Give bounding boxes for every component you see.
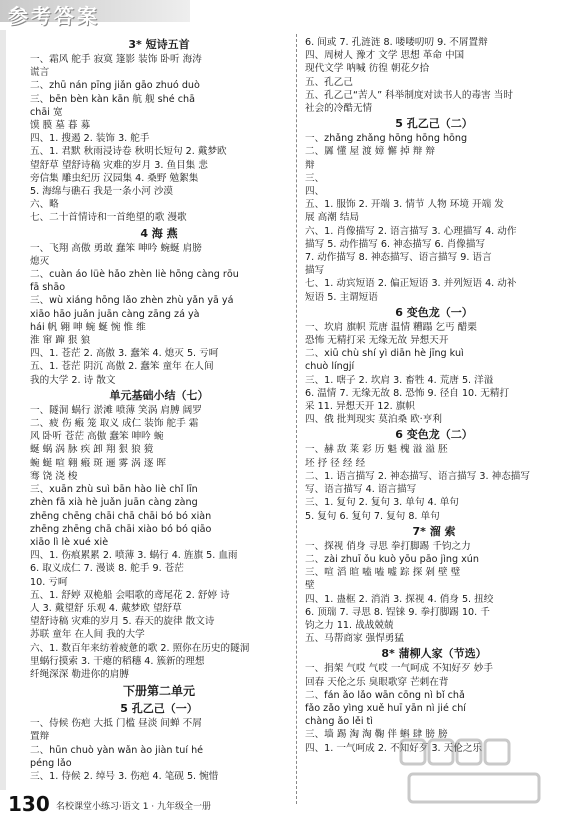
answer-line: 望舒诗稿 灾难的岁月 5. 春天的旋律 散文诗 [30, 616, 215, 628]
answer-line: 三、1. 侍候 2. 绰号 3. 伤疤 4. 笔砚 5. 惋惜 [30, 770, 219, 782]
answer-line: 望舒草 望舒诗稿 灾难的岁月 3. 鱼目集 悲 [30, 159, 208, 171]
answer-line: chāi 宽 [30, 106, 63, 118]
answer-line: 一、探视 俏身 寻思 拳打脚踢 千钧之力 [305, 540, 471, 552]
answer-line: 二、疲 伤 瘢 笼 取义 成仁 装饰 舵手 霜 [30, 418, 199, 430]
answer-line: 一、隧洞 蜗行 淤滩 喷薄 笑涡 肩膊 阔罗 [30, 404, 202, 416]
answer-line: 熄灭 [30, 255, 50, 267]
answer-line: 描写 [305, 265, 325, 277]
answer-line: fā shāo [30, 282, 66, 294]
answer-line: 苏联 童年 在人间 我的大学 [30, 629, 145, 641]
answer-line: 五、马帮商家 强悍勇猛 [305, 633, 404, 645]
answer-line: 人 3. 戴望舒 乐观 4. 戴梦欧 望舒草 [30, 602, 182, 614]
answer-line: 四、1. 伤痕累累 2. 喷薄 3. 蜗行 4. 旌旗 5. 血雨 [30, 550, 238, 562]
section-heading: 6 变色龙（一） [395, 305, 473, 319]
answer-line: 短语 5. 主谓短语 [305, 291, 378, 303]
answer-line: 五、1. 君默 秋雨浸诗卷 秋明长短句 2. 戴梦欧 [30, 146, 227, 158]
answer-line: fǎo zǎo yìng xuě huī yān nì jié chí [305, 702, 466, 714]
answer-line: 6. 间或 7. 孔涟涟 8. 喽喽叨叨 9. 不屑置辩 [305, 37, 488, 48]
answer-line: 三、 [305, 172, 325, 184]
answer-line: 二、xiū chù shí yì diān hè jīng kuì [305, 348, 464, 360]
answer-line: zhèn fā xià hè juǎn juān càng zàng [30, 497, 198, 509]
answer-line: 四、周树人 豫才 文学 思想 革命 中国 [305, 50, 465, 62]
answer-line: 淮 窜 蹿 狠 狼 [30, 335, 91, 347]
answer-line: 四、1. 一气呵成 2. 不知好歹 3. 天伦之乐 [305, 742, 483, 754]
answer-line: 坯 抒 径 经 经 [305, 457, 366, 469]
right-column [305, 36, 563, 755]
answer-line: 10. 亏呵 [30, 576, 68, 588]
section-heading: 5 孔乙己（一） [120, 702, 198, 716]
answer-line: 一、坎肩 旗帜 荒唐 温情 糟蹋 乞丐 醋栗 [305, 321, 477, 333]
answer-line: zhēng zhēng chā chāi xiào bó bó qiāo [30, 523, 212, 535]
answer-line: 三、1. 嗐子 2. 坎肩 3. 畜牲 4. 荒唐 5. 洋溢 [305, 374, 494, 386]
page-title: 参考答案 [8, 4, 100, 28]
answer-line: 五、1. 舒婷 双桅船 会唱歌的鸢尾花 2. 舒婷 诗 [30, 589, 230, 601]
answer-line: 5. 复句 6. 复句 7. 复句 8. 单句 [305, 510, 440, 522]
answer-line: 四、1. 苍茫 2. 高傲 3. 蠢笨 4. 熄灭 5. 亏呵 [30, 348, 219, 360]
answer-line: 我的大学 2. 诗 散文 [30, 374, 116, 386]
answer-line: 描写 5. 动作描写 6. 神态描写 6. 肖像描写 [305, 238, 486, 250]
section-heading: 下册第二单元 [122, 684, 195, 699]
answer-line: 六、1. 数百年来纺着疲惫的歌 2. 照你在历史的隧洞 [30, 642, 250, 654]
answer-line: 二、zhū nán pīng jiǎn gāo zhuó duò [30, 80, 200, 92]
answer-line: 五、1. 服饰 2. 开端 3. 情节 人物 环境 开端 发 [305, 199, 504, 211]
page-header [0, 0, 565, 28]
footer-book-title: 名校课堂小练习·语文 1 · 九年级全一册 [56, 802, 212, 812]
answer-line: 二、fán ǎo lǎo wān cōng nì bǐ chǎ [305, 689, 465, 701]
answer-line: 五、孔乙己 [305, 76, 353, 88]
answer-line: 二、cuàn áo lüè hǎo zhèn liè hōng càng rōu [30, 269, 239, 281]
answer-line: 六、略 [30, 199, 59, 211]
answer-line: 壁 [305, 580, 315, 592]
answer-line: 一、霜风 舵手 寂寞 篷影 装饰 卧听 海涛 [30, 54, 202, 65]
answer-line: 蜿 蜒 喧 翱 瘢 斑 逦 雾 涡 逐 晖 [30, 457, 167, 469]
answer-line: 二、羼 懂 屋 渡 嫜 懈 掉 辩 辩 [305, 146, 435, 158]
answer-line: 现代文学 呐喊 彷徨 朝花夕拾 [305, 63, 430, 75]
section-heading: 6 变色龙（二） [395, 428, 473, 442]
answer-line: 纤绳深深 勒进你的肩膊 [30, 668, 129, 680]
answer-line: 辩 [305, 159, 315, 171]
answer-line: 置辩 [30, 731, 50, 743]
answer-line: 社会的冷酷无情 [305, 103, 373, 115]
answer-line: 6. 温情 7. 无缘无故 8. 恐怖 9. 径自 10. 无精打 [305, 387, 510, 399]
answer-line: 三、墙 踢 淘 淘 鞠 伴 蝌 肆 膀 膀 [305, 729, 448, 741]
answer-line: 二、1. 语言描写 2. 神态描写、语言描写 3. 神态描写 [305, 470, 530, 482]
answer-line: 回春 天伦之乐 臭眼歌穿 芒刺在背 [305, 676, 449, 688]
answer-line: 恐怖 无精打采 无缘无故 异想天开 [305, 335, 449, 347]
left-column [30, 36, 288, 783]
answer-line: 钧之力 11. 战战兢兢 [305, 619, 394, 631]
answer-line: 一、侍候 伤疤 大抵 门槛 昼淡 间蝉 不屑 [30, 718, 202, 730]
answer-line: 三、xuān zhù suì bān hào liè chǐ līn [30, 484, 198, 496]
answer-line: 写、语言描写 4. 语言描写 [305, 484, 417, 496]
answer-line: 一、zhǎng zhǎng hōng hōng hōng [305, 133, 468, 145]
answer-line: 谎言 [30, 67, 50, 79]
answer-line: 骞 饶 浇 梭 [30, 470, 78, 482]
answer-line: 馍 膜 墓 暮 募 [30, 120, 91, 132]
answer-line: 采 11. 异想天开 12. 旗帜 [305, 401, 415, 413]
answer-line: 展 高潮 结局 [305, 212, 360, 224]
answer-line: 二、zài zhuī ǒu kuò yōu pāo jìng xún [305, 553, 479, 565]
answer-line: 一、捐架 气哎 气哎 一气呵成 不知好歹 妙手 [305, 663, 493, 675]
answer-line: 风 卧听 苍茫 高傲 蠢笨 呻吟 蜿 [30, 431, 164, 443]
answer-line: 三、wù xiáng hōng lǎo zhèn zhù yǎn yā yá [30, 295, 234, 307]
answer-line: 6. 取义成仁 7. 漫谈 8. 舵手 9. 苍茫 [30, 563, 184, 575]
answer-line: péng lǎo [30, 757, 72, 769]
section-heading: 5 孔乙己（二） [395, 117, 473, 131]
answer-line: 6. 顶瑞 7. 寻思 8. 锃铼 9. 拳打脚踢 10. 千 [305, 606, 490, 618]
page-footer [0, 790, 565, 818]
answer-line: 三、喧 滔 暄 嗑 嗑 嘘 踪 探 剁 壁 璧 [305, 567, 461, 579]
answer-line: 六、1. 肖像描写 2. 语言描写 3. 心理描写 4. 动作 [305, 225, 517, 237]
section-heading: 单元基础小结（七） [109, 388, 209, 402]
answer-line: 七、二十首情诗和一首绝望的歌 漫歌 [30, 212, 187, 224]
answer-line: zhēng chēng chāi chā chāi bó bó xiàn [30, 510, 212, 522]
answer-line: 一、赫 敌 莱 彩 历 魁 槐 溢 溢 胚 [305, 444, 448, 456]
answer-line: 蜒 蜗 涡 脉 疾 卸 翔 狠 狼 獍 [30, 444, 154, 456]
answer-line: 旁信集 雕虫纪历 汉园集 4. 桑野 勉絮集 [30, 172, 199, 184]
section-heading: 8* 蒲柳人家（节选） [381, 647, 487, 661]
answer-line: hái 帆 翱 呻 蜿 蜒 惋 惟 维 [30, 321, 146, 333]
section-heading: 3* 短诗五首 [128, 38, 190, 51]
page-edge-strip [0, 30, 6, 790]
answer-line: 四、1. 蛊框 2. 消消 3. 探视 4. 俏身 5. 扭绞 [305, 593, 494, 605]
page-number: 130 [8, 792, 50, 816]
answer-line: 里蜗行摸索 3. 干瘪的稻穗 4. 簇新的理想 [30, 655, 205, 667]
answer-line: 一、飞翔 高傲 勇敢 蠢笨 呻吟 蜿蜒 肩膀 [30, 242, 202, 254]
answer-line: 四、 [305, 186, 325, 198]
section-heading: 4 海 燕 [140, 226, 178, 240]
answer-line: 五、1. 苍茫 阴沉 高傲 2. 蠢笨 童年 在人间 [30, 361, 214, 373]
answer-line: xiāo lì lè xué xiè [30, 536, 109, 548]
answer-line: 七、1. 动宾短语 2. 偏正短语 3. 并列短语 4. 动补 [305, 278, 517, 290]
answer-line: 四、1. 搜遏 2. 装饰 3. 舵手 [30, 133, 150, 145]
column-divider [296, 34, 297, 804]
answer-line: chuò língjí [305, 361, 355, 373]
answer-line: 五、孔乙己“苦人” 科举制度对读书人的毒害 当时 [305, 89, 513, 101]
answer-line: xiāo hāo juǎn juān càng zāng zá yà [30, 308, 200, 320]
answer-line: 7. 动作描写 8. 神态描写、语言描写 9. 语言 [305, 252, 492, 264]
answer-line: chàng ǎo lěi tì [305, 716, 373, 728]
section-heading: 7* 溜 索 [412, 524, 456, 538]
answer-line: 四、俄 批判现实 莫泊桑 欧·亨利 [305, 414, 442, 426]
answer-line: 5. 海绵与礁石 我是一条小河 沙漠 [30, 186, 174, 198]
answer-line: 二、hūn chuò yàn wǎn ào jiàn tuí hé [30, 744, 204, 756]
answer-line: 三、1. 复句 2. 复句 3. 单句 4. 单句 [305, 497, 459, 509]
answer-line: 三、bēn bèn kàn kān 航 舰 shé chā [30, 93, 195, 105]
